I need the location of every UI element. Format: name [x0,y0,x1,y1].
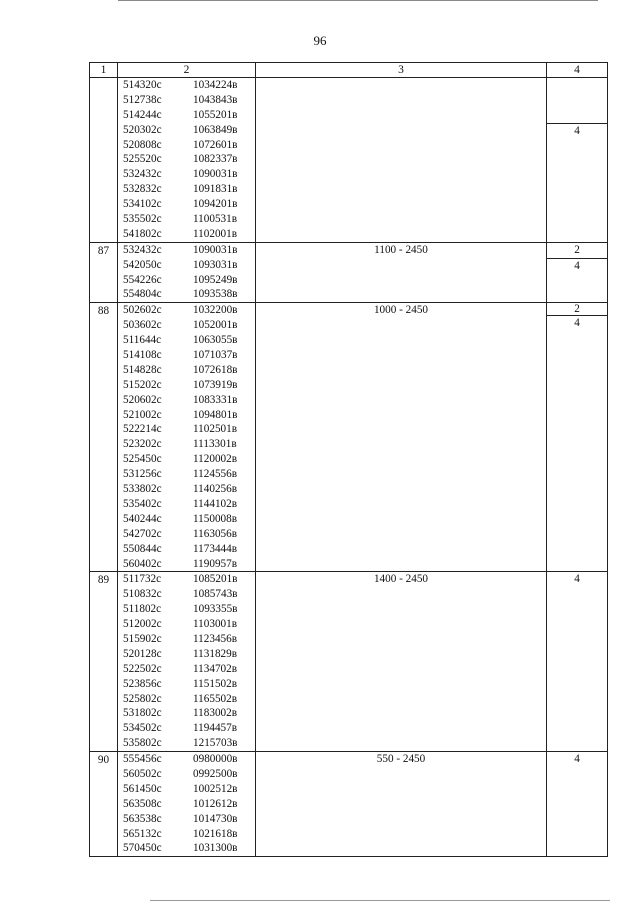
longitude-value: 1102501в [193,423,238,436]
latitude-value: 531802с [123,707,162,720]
longitude-value: 1091831в [193,183,238,196]
coordinate-pair [118,197,255,212]
coordinate-pair [118,182,255,197]
latitude-value: 525520с [123,153,162,166]
latitude-value: 560402с [123,557,162,570]
longitude-value: 1012612в [193,797,238,810]
coordinate-pair [118,333,255,348]
coordinates-cell [118,242,256,303]
longitude-value: 1163056в [193,527,238,540]
coordinate-pair [118,752,255,767]
coordinates-cell [118,78,256,243]
longitude-value: 1085201в [193,573,238,586]
col4-value: 4 [574,317,580,330]
header-col-4: 4 [547,63,608,78]
latitude-value: 534502с [123,722,162,735]
coordinate-pair [118,782,255,797]
longitude-value: 1151502в [193,677,238,690]
latitude-value: 550844с [123,542,162,555]
coordinate-pair [118,348,255,363]
col4-value: 4 [574,124,580,137]
coordinate-pair [118,318,255,333]
longitude-value: 1093538в [193,288,238,301]
coordinate-pair [118,212,255,227]
latitude-value: 535802с [123,737,162,750]
coordinate-pair [118,393,255,408]
latitude-value: 503602с [123,319,162,332]
coordinate-pair [118,587,255,602]
latitude-value: 542050с [123,258,162,271]
coordinate-pair [118,632,255,647]
coordinate-pair [118,527,255,542]
longitude-value: 1055201в [193,108,238,121]
longitude-value: 1085743в [193,588,238,601]
longitude-value: 1014730в [193,812,238,825]
longitude-value: 1090031в [193,243,238,256]
longitude-value: 1102001в [193,227,238,240]
latitude-value: 511732с [123,573,162,586]
bottom-rule [150,900,610,901]
coordinate-pair [118,467,255,482]
latitude-value: 514320с [123,79,162,91]
latitude-value: 512002с [123,618,162,631]
longitude-value: 1034224в [193,79,238,91]
table-row [90,752,608,857]
longitude-value: 1123456в [193,632,238,645]
latitude-value: 523856с [123,677,162,690]
col4-value: 4 [574,259,580,272]
top-rule [118,0,598,1]
longitude-value: 1165502в [193,692,238,705]
latitude-value: 515202с [123,378,162,391]
latitude-value: 533802с [123,483,162,496]
latitude-value: 535502с [123,213,162,226]
coordinate-pair [118,167,255,182]
latitude-value: 514828с [123,363,162,376]
longitude-value: 1094201в [193,198,238,211]
col4-value [547,78,607,124]
latitude-value: 510832с [123,588,162,601]
longitude-value: 1120002в [193,453,238,466]
coordinate-pair [118,422,255,437]
longitude-value: 1073919в [193,378,238,391]
latitude-value: 511802с [123,603,162,616]
coordinates-cell [118,752,256,857]
longitude-value: 1031300в [193,842,238,855]
header-col-1: 1 [90,63,118,78]
latitude-value: 570450с [123,842,162,855]
longitude-value: 1093031в [193,258,238,271]
longitude-value: 1083331в [193,393,238,406]
header-col-3: 3 [256,63,547,78]
table-row [90,78,608,243]
coordinate-pair [118,287,255,302]
coordinate-pair [118,512,255,527]
row-number: 88 [90,303,118,572]
coordinate-pair [118,647,255,662]
coordinate-pair [118,617,255,632]
longitude-value: 1140256в [193,483,238,496]
coordinate-pair [118,363,255,378]
col4-value: 2 [547,303,607,316]
longitude-value: 1072618в [193,363,238,376]
latitude-value: 542702с [123,527,162,540]
latitude-value: 555456с [123,753,162,766]
longitude-value: 1052001в [193,319,238,332]
longitude-value: 1215703в [193,737,238,750]
coordinate-pair [118,542,255,557]
coordinate-pair [118,827,255,842]
longitude-value: 0980000в [193,753,238,766]
longitude-value: 1134702в [193,662,238,675]
latitude-value: 531256с [123,468,162,481]
latitude-value: 520602с [123,393,162,406]
longitude-value: 0992500в [193,767,238,780]
coordinates-cell [118,572,256,752]
row-number: 90 [90,752,118,857]
table-row [90,242,608,303]
longitude-value: 1194457в [193,722,238,735]
coordinate-pair [118,767,255,782]
latitude-value: 554804с [123,288,162,301]
latitude-value: 534102с [123,198,162,211]
coordinate-pair [118,437,255,452]
coordinate-pair [118,812,255,827]
coordinate-pair [118,227,255,242]
coordinate-pair [118,243,255,258]
col4-cell [547,303,608,572]
coordinate-pair [118,152,255,167]
longitude-value: 1190957в [193,557,238,570]
coordinate-pair [118,736,255,751]
longitude-value: 1124556в [193,468,238,481]
table-row [90,572,608,752]
latitude-value: 522502с [123,662,162,675]
col4-value: 4 [574,573,580,586]
longitude-value: 1072601в [193,138,238,151]
col4-value: 2 [547,243,607,259]
longitude-value: 1103001в [193,618,238,631]
coordinate-pair [118,557,255,572]
coordinate-pair [118,123,255,138]
latitude-value: 563508с [123,797,162,810]
latitude-value: 535402с [123,497,162,510]
longitude-value: 1063849в [193,123,238,136]
coordinate-pair [118,258,255,273]
latitude-value: 514244с [123,108,162,121]
coordinate-pair [118,378,255,393]
longitude-value: 1100531в [193,213,238,226]
depth-range: 1400 - 2450 [256,572,547,752]
longitude-value: 1071037в [193,349,238,362]
depth-range: 1100 - 2450 [256,242,547,303]
coordinates-table [89,62,608,857]
coordinate-pair [118,841,255,856]
latitude-value: 563538с [123,812,162,825]
coordinate-pair [118,572,255,587]
coordinate-pair [118,602,255,617]
col4-cell [547,242,608,303]
longitude-value: 1183002в [193,707,238,720]
coordinate-pair [118,662,255,677]
coordinate-pair [118,482,255,497]
coordinate-pair [118,452,255,467]
latitude-value: 554226с [123,273,162,286]
coordinate-pair [118,692,255,707]
latitude-value: 520302с [123,123,162,136]
longitude-value: 1032200в [193,304,238,317]
longitude-value: 1094801в [193,408,238,421]
col4-cell [547,752,608,857]
latitude-value: 532832с [123,183,162,196]
longitude-value: 1093355в [193,603,238,616]
latitude-value: 532432с [123,168,162,181]
coordinate-pair [118,706,255,721]
longitude-value: 1002512в [193,782,238,795]
longitude-value: 1082337в [193,153,238,166]
latitude-value: 520128с [123,647,162,660]
coordinate-pair [118,303,255,318]
latitude-value: 521002с [123,408,162,421]
coordinate-pair [118,273,255,288]
col4-cell [547,572,608,752]
latitude-value: 515902с [123,632,162,645]
depth-range: 550 - 2450 [256,752,547,857]
col4-cell [547,78,608,243]
row-number: 87 [90,242,118,303]
longitude-value: 1095249в [193,273,238,286]
latitude-value: 512738с [123,93,162,106]
coordinates-cell [118,303,256,572]
longitude-value: 1131829в [193,647,238,660]
col4-value: 4 [574,753,580,766]
row-number [90,78,118,243]
table-row [90,303,608,572]
longitude-value: 1173444в [193,542,238,555]
coordinate-pair [118,78,255,93]
latitude-value: 502602с [123,304,162,317]
latitude-value: 541802с [123,227,162,240]
longitude-value: 1090031в [193,168,238,181]
longitude-value: 1150008в [193,512,238,525]
latitude-value: 561450с [123,782,162,795]
depth-range [256,78,547,243]
coordinate-pair [118,797,255,812]
latitude-value: 565132с [123,827,162,840]
longitude-value: 1113301в [193,438,237,451]
longitude-value: 1144102в [193,497,238,510]
row-number: 89 [90,572,118,752]
latitude-value: 514108с [123,349,162,362]
latitude-value: 520808с [123,138,162,151]
latitude-value: 540244с [123,512,162,525]
table-body [90,78,608,857]
latitude-value: 523202с [123,438,162,451]
coordinate-pair [118,497,255,512]
longitude-value: 1043843в [193,93,238,106]
depth-range: 1000 - 2450 [256,303,547,572]
longitude-value: 1021618в [193,827,238,840]
coordinate-pair [118,721,255,736]
header-row [90,63,608,78]
latitude-value: 560502с [123,767,162,780]
coordinate-pair [118,108,255,123]
latitude-value: 525802с [123,692,162,705]
header-col-2: 2 [118,63,256,78]
coordinate-pair [118,138,255,153]
coordinate-pair [118,408,255,423]
latitude-value: 522214с [123,423,162,436]
latitude-value: 511644с [123,334,162,347]
page-number: 96 [313,33,327,48]
longitude-value: 1063055в [193,334,238,347]
coordinate-pair [118,93,255,108]
latitude-value: 525450с [123,453,162,466]
coordinate-pair [118,677,255,692]
latitude-value: 532432с [123,243,162,256]
